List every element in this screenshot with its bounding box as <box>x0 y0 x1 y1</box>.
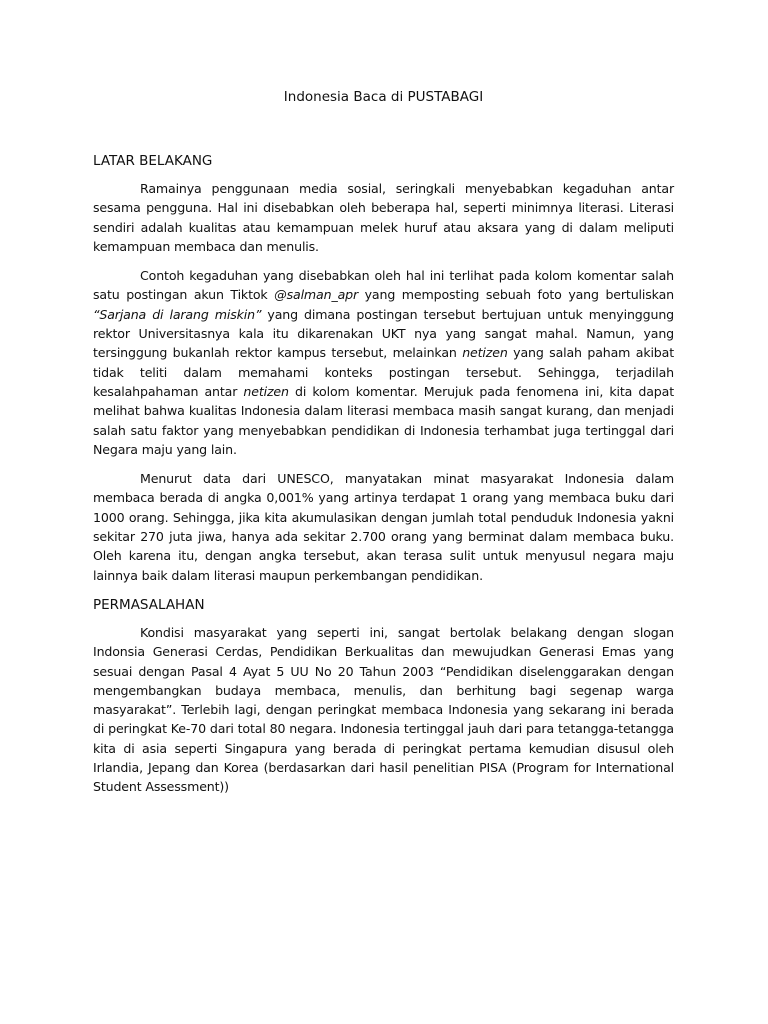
document-page <box>93 87 674 807</box>
section-heading-latar-belakang: LATAR BELAKANG <box>93 153 213 169</box>
paragraph-permasalahan-1: Kondisi masyarakat yang seperti ini, sangat bertolak belakang dengan slogan Indonsia Generasi Cerdas, Pendidikan Berkualitas dan mewujudkan Generasi Emas yang sesuai dengan Pasal 4 Ayat 5 UU No 20 Tahun 2003 “Pendidikan diselenggarakan dengan mengembangkan budaya membaca, menulis, dan berhitung bagi segenap warga masyarakat”. Terlebih lagi, dengan peringkat membaca Indonesia yang sekarang ini berada di peringkat Ke-70 dari total 80 negara. Indonesia tertinggal jauh dari para tetangga-tetangga kita di asia seperti Singapura yang berada di peringkat pertama kemudian disusul oleh Irlandia, Jepang dan Korea (berdasarkan dari hasil penelitian PISA (Program for International Student Assessment)) <box>93 624 674 795</box>
paragraph-latar-belakang-3: Menurut data dari UNESCO, manyatakan minat masyarakat Indonesia dalam membaca berada di angka 0,001% yang artinya terdapat 1 orang yang membaca buku dari 1000 orang. Sehingga, jika kita akumulasikan dengan jumlah total penduduk Indonesia yakni sekitar 270 juta jiwa, hanya ada sekitar 2.700 orang yang berminat dalam membaca buku. Oleh karena itu, dengan angka tersebut, akan terasa sulit untuk menyusul negara maju lainnya baik dalam literasi maupun perkembangan pendidikan. <box>93 471 674 583</box>
document-title: Indonesia Baca di PUSTABAGI <box>283 89 484 105</box>
paragraph-latar-belakang-1: Ramainya penggunaan media sosial, seringkali menyebabkan kegaduhan antar sesama pengguna. Hal ini disebabkan oleh beberapa hal, seperti minimnya literasi. Literasi sendiri adalah kualitas atau kemampuan melek huruf atau aksara yang di dalam meliputi kemampuan membaca dan menulis. <box>93 181 674 254</box>
section-heading-permasalahan: PERMASALAHAN <box>93 596 205 613</box>
paragraph-latar-belakang-2: Contoh kegaduhan yang disebabkan oleh hal ini terlihat pada kolom komentar salah satu postingan akun Tiktok @salman_apr yang memposting sebuah foto yang bertuliskan “Sarjana di larang miskin” yang dimana postingan tersebut bertujuan untuk menyinggung rektor Universitasnya kala itu dikarenakan UKT nya yang sangat mahal. Namun, yang tersinggung bukanlah rektor kampus tersebut, melainkan netizen yang salah paham akibat tidak teliti dalam memahami konteks postingan tersebut. Sehingga, terjadilah kesalahpahaman antar netizen di kolom komentar. Merujuk pada fenomena ini, kita dapat melihat bahwa kualitas Indonesia dalam literasi membaca masih sangat kurang, dan menjadi salah satu faktor yang menyebabkan pendidikan di Indonesia terhambat juga tertinggal dari Negara maju yang lain. <box>93 268 675 457</box>
